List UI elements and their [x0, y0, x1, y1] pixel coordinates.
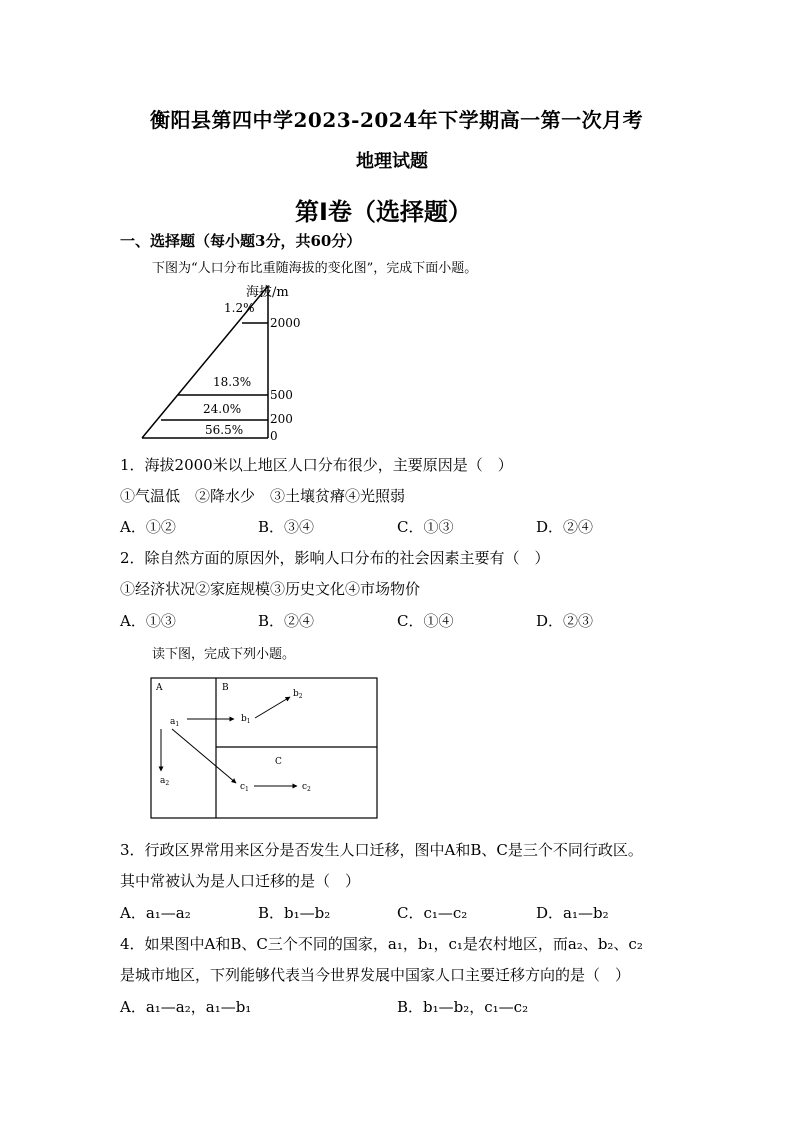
region-b-label: B: [222, 683, 229, 693]
question-2-option-b[interactable]: B．②④: [258, 612, 315, 630]
tick-0: 0: [270, 429, 278, 443]
question-4-option-a[interactable]: A．a₁—a₂，a₁—b₁: [120, 998, 252, 1016]
question-2-option-d[interactable]: D．②③: [536, 612, 594, 630]
question-3-option-b[interactable]: B．b₁—b₂: [258, 904, 331, 922]
migration-region-figure: [150, 677, 380, 822]
point-c2: $c_2$: [302, 782, 311, 793]
point-b2: $b_2$: [293, 689, 303, 700]
question-1-items: ①气温低 ②降水少 ③土壤贫瘠④光照弱: [120, 487, 406, 505]
region-c-label: C: [275, 757, 282, 767]
exam-title: 衡阳县第四中学2023-2024年下学期高一第一次月考: [150, 108, 644, 132]
arrow-a1-c1: [172, 729, 236, 783]
question-2-stem: 2．除自然方面的原因外，影响人口分布的社会因素主要有（ ）: [120, 549, 550, 567]
point-a1: $a_1$: [170, 717, 180, 728]
question-1-stem: 1．海拔2000米以上地区人口分布很少，主要原因是（ ）: [120, 456, 513, 474]
band-label-0-200: 56.5%: [205, 423, 244, 437]
question-1-option-c[interactable]: C．①③: [397, 518, 454, 536]
question-4-stem: 4．如果图中A和B、C三个不同的国家，a₁，b₁，c₁是农村地区，而a₂、b₂、c₂: [120, 935, 643, 953]
altitude-population-figure: [136, 280, 336, 445]
axis-label: 海拔/m: [246, 285, 289, 300]
question-2-option-a[interactable]: A．①③: [120, 612, 176, 630]
question-3-option-c[interactable]: C．c₁—c₂: [397, 904, 468, 922]
question-1-option-d[interactable]: D．②④: [536, 518, 594, 536]
question-1-option-b[interactable]: B．③④: [258, 518, 315, 536]
figure2-frame: [151, 678, 377, 818]
question-4-option-b[interactable]: B．b₁—b₂，c₁—c₂: [397, 998, 529, 1016]
band-label-above-2000: 1.2%: [224, 301, 255, 315]
question-3-stem-line2: 其中常被认为是人口迁移的是（ ）: [120, 872, 361, 890]
tick-2000: 2000: [270, 316, 301, 330]
section-heading: 一、选择题（每小题3分，共60分）: [120, 232, 362, 250]
volume-title: 第Ⅰ卷（选择题）: [295, 198, 472, 226]
question-3-option-a[interactable]: A．a₁—a₂: [120, 904, 191, 922]
question-4-stem-line2: 是城市地区，下列能够代表当今世界发展中国家人口主要迁移方向的是（ ）: [120, 966, 631, 984]
point-c1: $c_1$: [240, 782, 249, 793]
tick-500: 500: [270, 388, 293, 402]
band-label-200-500: 24.0%: [203, 402, 242, 416]
question-1-option-a[interactable]: A．①②: [120, 518, 176, 536]
region-a-label: A: [156, 683, 163, 693]
question-3-option-d[interactable]: D．a₁—b₂: [536, 904, 609, 922]
subject-title: 地理试题: [356, 151, 428, 172]
figure1-intro: 下图为“人口分布比重随海拔的变化图”，完成下面小题。: [152, 261, 478, 276]
question-2-option-c[interactable]: C．①④: [397, 612, 454, 630]
question-2-items: ①经济状况②家庭规模③历史文化④市场物价: [120, 580, 421, 598]
tick-200: 200: [270, 412, 293, 426]
point-a2: $a_2$: [160, 776, 170, 787]
arrow-b1-b2: [255, 697, 290, 718]
question-3-stem: 3．行政区界常用来区分是否发生人口迁移，图中A和B、C是三个不同行政区。: [120, 841, 643, 859]
figure2-intro: 读下图，完成下列小题。: [152, 647, 296, 662]
point-b1: $b_1$: [241, 714, 251, 725]
band-label-500-2000: 18.3%: [213, 375, 252, 389]
